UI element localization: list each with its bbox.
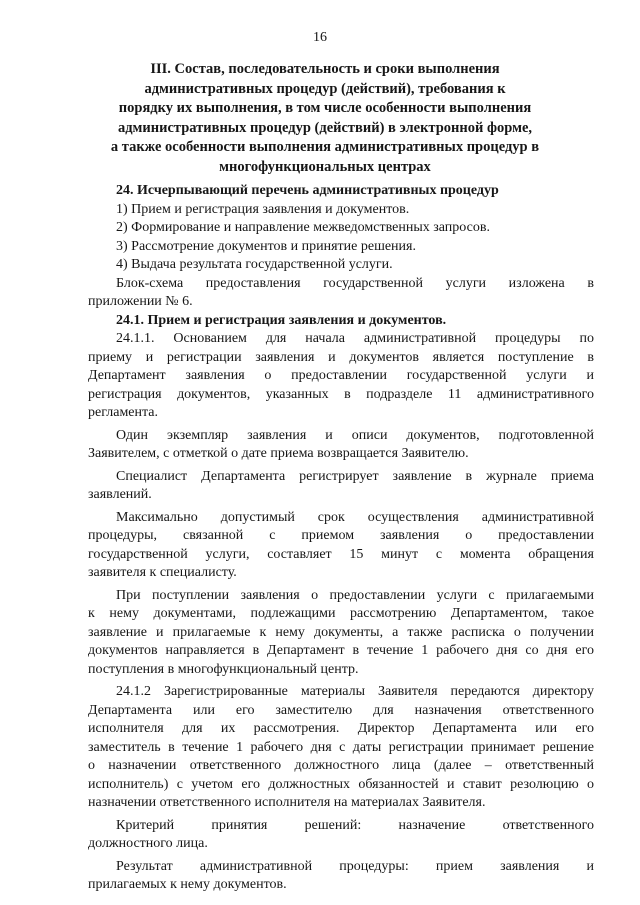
heading-24: 24. Исчерпывающий перечень административных процедур [116, 183, 499, 198]
paragraph-line: назначении ответственного исполнителя на материалах Заявителя. [88, 795, 486, 810]
paragraph-line: заявление и прилагаемые к нему документы, а также расписка о получении [88, 624, 594, 640]
paragraph-line: прилагаемых к нему документов. [88, 877, 287, 892]
paragraph-line: исполнителя для их рассмотрения. Директор Департамента или его [88, 721, 594, 736]
section-title-line: порядку их выполнения, в том числе особенности выполнения [118, 100, 532, 116]
paragraph-line: Критерий принятия решений: назначение ответственного [116, 817, 594, 833]
list-item: 3) Рассмотрение документов и принятие решения. [116, 238, 416, 254]
paragraph-line: регламента. [88, 405, 159, 420]
list-item: 1) Прием и регистрация заявления и документов. [116, 201, 410, 217]
paragraph-line: Департамента или его заместителю для назначения ответственного [88, 702, 594, 718]
paragraph-line: Департамент заявления о предоставлении государственной услуги и [88, 368, 594, 383]
page-number: 16 [313, 30, 327, 45]
paragraph-line: Блок-схема предоставления государственной услуги изложена в [116, 275, 594, 291]
paragraph-line: документов направляется в Департамент в течение 1 рабочего дня со дня его [88, 643, 594, 658]
section-title-line: а также особенности выполнения административных процедур в [110, 139, 540, 155]
paragraph-line: Заявителем, с отметкой о дате приема возвращается Заявителю. [88, 446, 469, 461]
section-title-line: административных процедур (действий) в электронной форме, [117, 119, 533, 136]
paragraph-line: Специалист Департамента регистрирует заявление в журнале приема [116, 468, 594, 484]
paragraph-line: приложении № 6. [88, 294, 193, 309]
paragraph-line: регистрация документов, указанных в подразделе 11 административного [88, 386, 594, 402]
paragraph-line: Один экземпляр заявления и описи документов, подготовленной [116, 427, 594, 443]
section-title-line: III. Состав, последовательность и сроки выполнения [150, 61, 500, 77]
paragraph-line: заместитель в течение 1 рабочего дня с даты регистрации принимает решение [88, 739, 594, 755]
list-item: 2) Формирование и направление межведомственных запросов. [116, 220, 490, 235]
section-title-line: административных процедур (действий), требования к [144, 80, 506, 97]
paragraph-line: приему и регистрации заявления и документов является поступление в [88, 349, 594, 365]
section-title [110, 60, 540, 177]
paragraph-line: заявлений. [88, 487, 152, 502]
paragraph-line: поступления в многофункциональный центр. [88, 661, 359, 677]
paragraph-line: 24.1.1. Основанием для начала административной процедуры по [116, 331, 594, 346]
paragraph-line: исполнитель) с учетом его должностных обязанностей и ставит резолюцию о [88, 776, 594, 792]
heading-24-1: 24.1. Прием и регистрация заявления и документов. [116, 312, 447, 328]
paragraph-line: должностного лица. [88, 836, 208, 851]
paragraph-line: заявителя к специалисту. [88, 565, 237, 580]
paragraph-line: о назначении ответственного должностного лица (далее – ответственный [88, 758, 594, 773]
list-item: 4) Выдача результата государственной услуги. [116, 257, 393, 272]
paragraph-line: государственной услуги, составляет 15 минут с момента обращения [88, 546, 594, 562]
paragraph-line: При поступлении заявления о предоставлении услуги с прилагаемыми [116, 587, 594, 603]
paragraph-line: Максимально допустимый срок осуществления административной [116, 509, 594, 525]
paragraph-line: к нему документами, подлежащими рассмотрению Департаментом, такое [88, 606, 594, 621]
paragraph-line: Результат административной процедуры: прием заявления и [116, 858, 594, 874]
document-body [88, 182, 594, 895]
section-title-line: многофункциональных центрах [219, 158, 431, 175]
paragraph-line: процедуры, связанной с приемом заявления о предоставлении [88, 528, 594, 543]
paragraph-line: 24.1.2 Зарегистрированные материалы Заявителя передаются директору [116, 684, 594, 699]
